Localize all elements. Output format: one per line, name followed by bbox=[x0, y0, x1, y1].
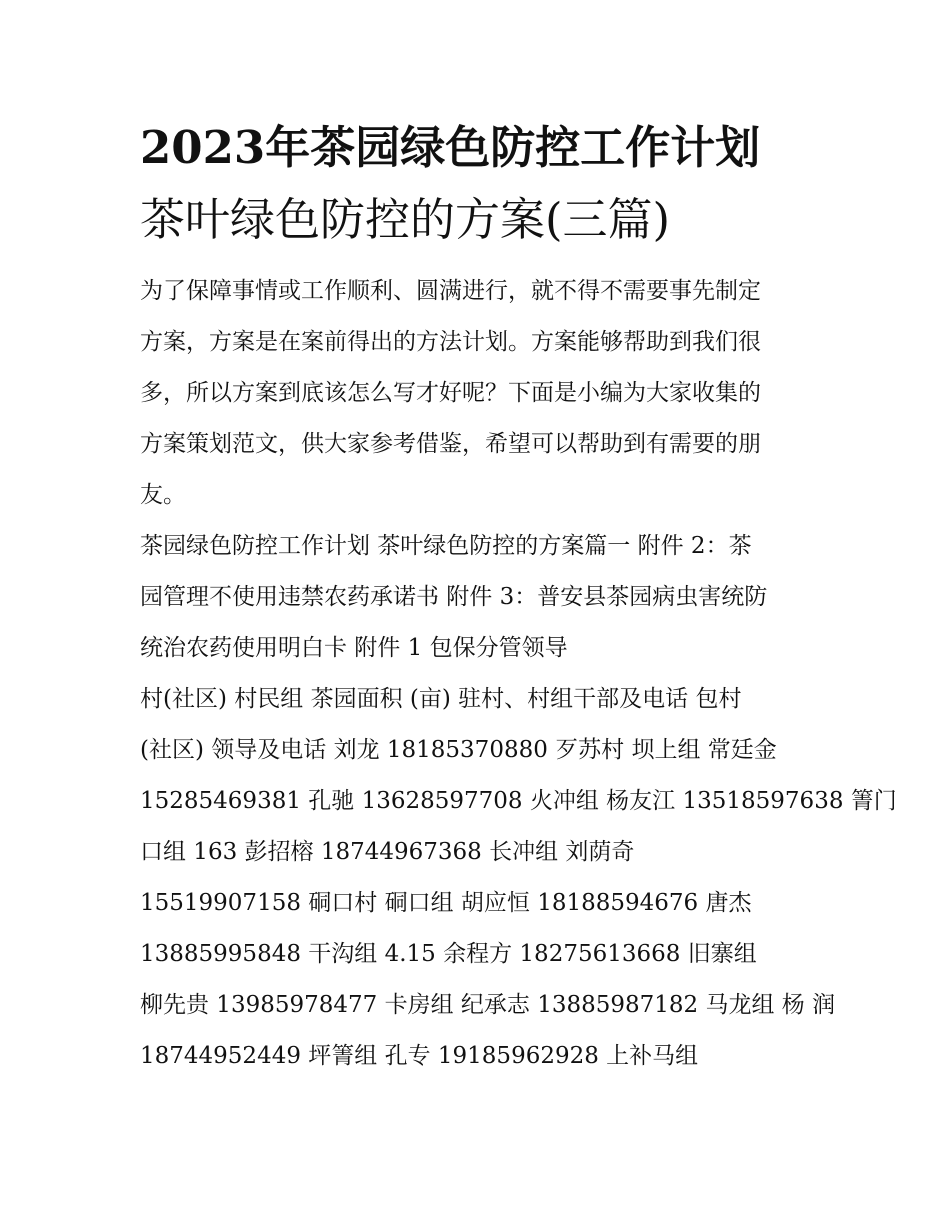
body-line: 18744952449 坪箐组 孔专 19185962928 上补马组 bbox=[140, 1043, 699, 1069]
body-line: 15285469381 孔驰 13628597708 火冲组 杨友江 13518597638 箐门 bbox=[140, 788, 897, 814]
intro-line: 为了保障事情或工作顺利、圆满进行，就不得不需要事先制定 bbox=[140, 278, 761, 304]
intro-line: 多，所以方案到底该怎么写才好呢？下面是小编为大家收集的 bbox=[140, 380, 761, 406]
intro-line: 友。 bbox=[140, 482, 186, 508]
body-paragraph bbox=[140, 521, 897, 1082]
body-line: 柳先贵 13985978477 卡房组 纪承志 13885987182 马龙组 杨 润 bbox=[140, 992, 836, 1018]
body-line: 15519907158 硐口村 硐口组 胡应恒 18188594676 唐杰 bbox=[140, 890, 752, 916]
body-line: (社区) 领导及电话 刘龙 18185370880 歹苏村 坝上组 常廷金 bbox=[140, 737, 777, 763]
title-line-1: 2023年茶园绿色防控工作计划 bbox=[140, 121, 761, 174]
body-line: 茶园绿色防控工作计划 茶叶绿色防控的方案篇一 附件 2：茶 bbox=[140, 533, 752, 559]
intro-line: 方案策划范文，供大家参考借鉴，希望可以帮助到有需要的朋 bbox=[140, 431, 761, 457]
document-page bbox=[140, 112, 897, 1082]
body-line: 村(社区) 村民组 茶园面积 (亩) 驻村、村组干部及电话 包村 bbox=[140, 686, 742, 712]
body-line: 统治农药使用明白卡 附件 1 包保分管领导 bbox=[140, 635, 568, 661]
body-line: 13885995848 干沟组 4.15 余程方 18275613668 旧寨组 bbox=[140, 941, 757, 967]
body-line: 口组 163 彭招榕 18744967368 长冲组 刘荫奇 bbox=[140, 839, 635, 865]
intro-paragraph bbox=[140, 266, 830, 521]
body-line: 园管理不使用违禁农药承诺书 附件 3：普安县茶园病虫害统防 bbox=[140, 584, 768, 610]
title-line-2: 茶叶绿色防控的方案(三篇) bbox=[140, 193, 671, 246]
document-title bbox=[140, 112, 830, 256]
intro-line: 方案，方案是在案前得出的方法计划。方案能够帮助到我们很 bbox=[140, 329, 761, 355]
